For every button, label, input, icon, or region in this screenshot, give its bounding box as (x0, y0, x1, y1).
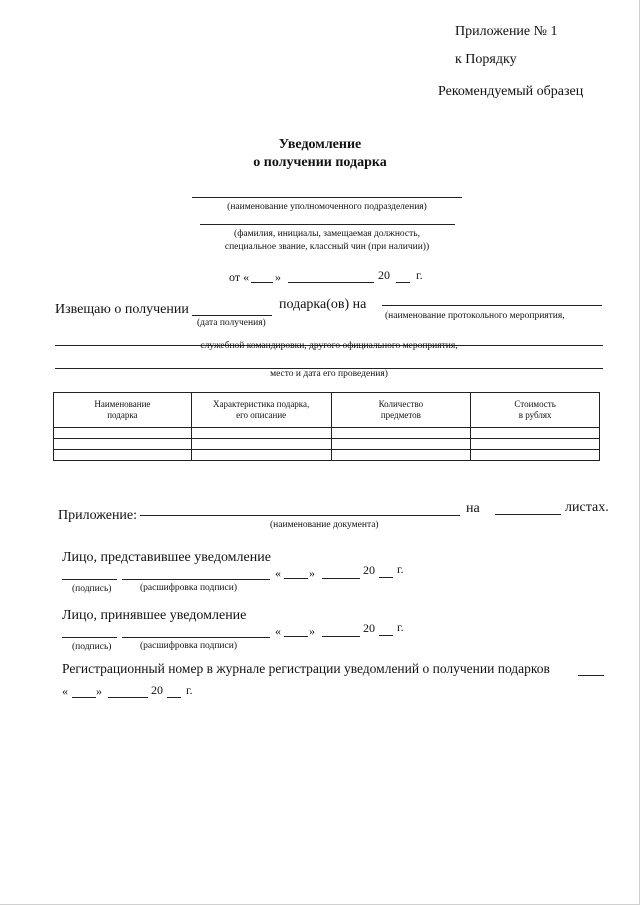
table-cell[interactable] (191, 450, 331, 461)
accepted-day-line[interactable] (284, 636, 308, 637)
registration-year: 20 (151, 683, 163, 697)
accepted-label: Лицо, принявшее уведомление (62, 608, 247, 623)
col-header-quantity: Количество предметов (331, 393, 471, 428)
submitted-decode-line[interactable] (122, 579, 270, 580)
submitted-label: Лицо, представившее уведомление (62, 550, 271, 565)
date-mid: » (275, 270, 281, 284)
submitted-year: 20 (363, 563, 375, 577)
table-cell[interactable] (471, 450, 600, 461)
unit-caption: (наименование уполномоченного подразделения) (227, 202, 427, 212)
col-header-cost: Стоимость в рублях (471, 393, 600, 428)
person-line[interactable] (200, 224, 455, 225)
event-caption: (наименование протокольного мероприятия, (385, 311, 565, 321)
event-line[interactable] (382, 305, 602, 306)
attachment-sheets: листах. (565, 500, 609, 515)
doc-subtitle: о получении подарка (253, 155, 387, 170)
submitted-sig-caption: (подпись) (72, 584, 112, 594)
appendix-to-order: к Порядку (455, 52, 517, 67)
submitted-day-line[interactable] (284, 578, 308, 579)
attachment-caption: (наименование документа) (270, 520, 379, 530)
submitted-q1: « (275, 566, 281, 580)
attachment-on: на (466, 501, 480, 516)
accepted-decode-line[interactable] (122, 637, 270, 638)
table-row (54, 439, 600, 450)
gifts-table (53, 392, 600, 461)
accepted-signature-line[interactable] (62, 637, 117, 638)
accepted-month-line[interactable] (322, 636, 360, 637)
notice-gifts: подарка(ов) на (279, 297, 367, 312)
attachment-line[interactable] (140, 515, 460, 516)
registration-year-line[interactable] (167, 697, 181, 698)
accepted-q1: « (275, 624, 281, 638)
table-cell[interactable] (331, 439, 471, 450)
accepted-q2: » (309, 624, 315, 638)
registration-day-line[interactable] (72, 697, 96, 698)
date-suffix: г. (416, 268, 423, 282)
col-header-name: Наименование подарка (54, 393, 192, 428)
date-year-line[interactable] (396, 282, 410, 283)
registration-month-line[interactable] (108, 697, 148, 698)
accepted-year-line[interactable] (379, 635, 393, 636)
submitted-year-line[interactable] (379, 577, 393, 578)
table-cell[interactable] (191, 439, 331, 450)
accepted-decode-caption: (расшифровка подписи) (140, 641, 237, 651)
appendix-number: Приложение № 1 (455, 24, 558, 39)
table-cell[interactable] (54, 439, 192, 450)
doc-title: Уведомление (278, 137, 362, 152)
unit-line[interactable] (192, 197, 462, 198)
registration-q1: « (62, 684, 68, 698)
col-header-description: Характеристика подарка, его описание (191, 393, 331, 428)
table-cell[interactable] (331, 450, 471, 461)
registration-label: Регистрационный номер в журнале регистрации уведомлений о получении подарков (62, 661, 550, 676)
person-caption-1: (фамилия, инициалы, замещаемая должность, (234, 229, 420, 239)
person-caption-2: специальное звание, классный чин (при наличии)) (224, 242, 430, 252)
accepted-year: 20 (363, 621, 375, 635)
date-year: 20 (378, 268, 390, 282)
submitted-decode-caption: (расшифровка подписи) (140, 583, 237, 593)
registration-q2: » (96, 684, 102, 698)
table-cell[interactable] (54, 450, 192, 461)
submitted-suffix: г. (397, 562, 404, 576)
table-cell[interactable] (191, 428, 331, 439)
registration-suffix: г. (186, 683, 193, 697)
date-month-line[interactable] (288, 282, 374, 283)
accepted-suffix: г. (397, 620, 404, 634)
event-caption-3: место и дата его проведения) (270, 369, 388, 379)
submitted-signature-line[interactable] (62, 579, 117, 580)
attachment-label: Приложение: (58, 508, 138, 523)
submitted-q2: » (309, 566, 315, 580)
table-cell[interactable] (54, 428, 192, 439)
table-cell[interactable] (471, 428, 600, 439)
sheets-count-line[interactable] (495, 514, 561, 515)
receipt-date-caption: (дата получения) (197, 318, 266, 328)
date-day-line[interactable] (251, 282, 273, 283)
notice-lead: Извещаю о получении (55, 302, 189, 317)
submitted-month-line[interactable] (322, 578, 360, 579)
table-cell[interactable] (471, 439, 600, 450)
date-prefix: от « (229, 270, 250, 284)
accepted-sig-caption: (подпись) (72, 642, 112, 652)
registration-number-line[interactable] (578, 675, 604, 676)
table-row (54, 450, 600, 461)
table-cell[interactable] (331, 428, 471, 439)
receipt-date-line[interactable] (192, 315, 272, 316)
recommended-sample: Рекомендуемый образец (438, 84, 584, 99)
event-caption-2: служебной командировки, другого официального мероприятия, (200, 341, 458, 351)
table-row (54, 428, 600, 439)
